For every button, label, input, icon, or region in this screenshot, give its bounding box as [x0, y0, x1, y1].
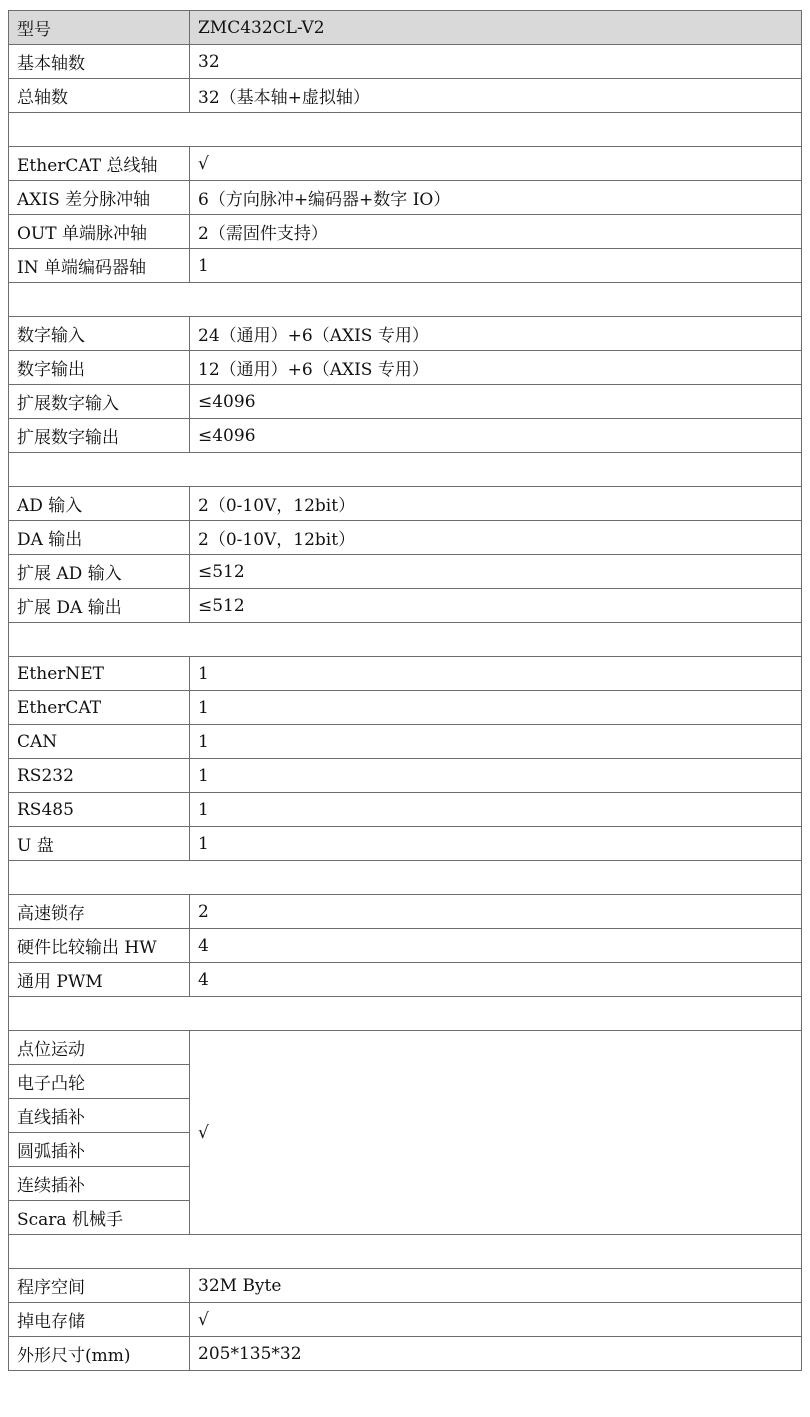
row-key: OUT 单端脉冲轴: [9, 215, 190, 249]
row-key: 扩展 AD 输入: [9, 555, 190, 589]
row-key: 通用 PWM: [9, 963, 190, 997]
table-row: [9, 45, 802, 79]
row-key: EtherNET: [9, 657, 190, 691]
row-key: Scara 机械手: [9, 1201, 190, 1235]
row-value: 2（0-10V，12bit）: [190, 521, 802, 555]
row-key: 掉电存储: [9, 1303, 190, 1337]
row-value: ≤4096: [190, 385, 802, 419]
row-key: 扩展数字输出: [9, 419, 190, 453]
row-key: EtherCAT: [9, 691, 190, 725]
row-value: ≤512: [190, 555, 802, 589]
row-value: 1: [190, 691, 802, 725]
row-value: 2（0-10V，12bit）: [190, 487, 802, 521]
table-row: [9, 725, 802, 759]
row-key: 基本轴数: [9, 45, 190, 79]
row-value: ≤4096: [190, 419, 802, 453]
separator-row: [9, 623, 802, 657]
row-value: 1: [190, 759, 802, 793]
table-row: [9, 555, 802, 589]
table-row: [9, 895, 802, 929]
row-key: 连续插补: [9, 1167, 190, 1201]
row-key: 扩展 DA 输出: [9, 589, 190, 623]
row-key: 高速锁存: [9, 895, 190, 929]
row-value: 32M Byte: [190, 1269, 802, 1303]
table-row: [9, 317, 802, 351]
table-row: [9, 1337, 802, 1371]
row-key: CAN: [9, 725, 190, 759]
table-row: [9, 827, 802, 861]
row-key: EtherCAT 总线轴: [9, 147, 190, 181]
row-key: 圆弧插补: [9, 1133, 190, 1167]
table-row: [9, 249, 802, 283]
row-key: RS232: [9, 759, 190, 793]
row-key: 扩展数字输入: [9, 385, 190, 419]
table-row: [9, 521, 802, 555]
row-key: DA 输出: [9, 521, 190, 555]
separator-row: [9, 997, 802, 1031]
table-row: [9, 419, 802, 453]
header-value: ZMC432CL-V2: [190, 11, 802, 45]
table-row: [9, 963, 802, 997]
table-row: [9, 385, 802, 419]
row-value: 1: [190, 793, 802, 827]
row-value: 6（方向脉冲+编码器+数字 IO）: [190, 181, 802, 215]
row-value: 4: [190, 963, 802, 997]
row-key: 总轴数: [9, 79, 190, 113]
table-row: [9, 487, 802, 521]
row-key: U 盘: [9, 827, 190, 861]
row-key: 数字输出: [9, 351, 190, 385]
table-row: [9, 1269, 802, 1303]
row-key: RS485: [9, 793, 190, 827]
table-row: [9, 657, 802, 691]
row-key: 硬件比较输出 HW: [9, 929, 190, 963]
row-value: √: [190, 1303, 802, 1337]
table-row: [9, 1303, 802, 1337]
row-value: 32: [190, 45, 802, 79]
header-key: 型号: [9, 11, 190, 45]
row-value: 4: [190, 929, 802, 963]
row-value: 205*135*32: [190, 1337, 802, 1371]
separator-row: [9, 283, 802, 317]
table-row: [9, 929, 802, 963]
row-key: 数字输入: [9, 317, 190, 351]
table-row: [9, 691, 802, 725]
row-value: 1: [190, 827, 802, 861]
row-key: 点位运动: [9, 1031, 190, 1065]
row-key: 直线插补: [9, 1099, 190, 1133]
table-row: [9, 1031, 802, 1065]
row-value: 32（基本轴+虚拟轴）: [190, 79, 802, 113]
separator-row: [9, 861, 802, 895]
table-header-row: [9, 11, 802, 45]
row-value: 2（需固件支持）: [190, 215, 802, 249]
table-row: [9, 351, 802, 385]
table-row: [9, 759, 802, 793]
row-key: 外形尺寸(mm): [9, 1337, 190, 1371]
row-key: 程序空间: [9, 1269, 190, 1303]
table-row: [9, 79, 802, 113]
row-value: 2: [190, 895, 802, 929]
motion-value-merged: √: [190, 1031, 802, 1235]
row-value: 1: [190, 725, 802, 759]
row-key: IN 单端编码器轴: [9, 249, 190, 283]
row-value: 12（通用）+6（AXIS 专用）: [190, 351, 802, 385]
spec-table: [8, 10, 802, 1371]
table-row: [9, 181, 802, 215]
row-value: 24（通用）+6（AXIS 专用）: [190, 317, 802, 351]
row-key: 电子凸轮: [9, 1065, 190, 1099]
row-value: ≤512: [190, 589, 802, 623]
separator-row: [9, 453, 802, 487]
separator-row: [9, 113, 802, 147]
table-row: [9, 215, 802, 249]
table-row: [9, 147, 802, 181]
row-value: 1: [190, 657, 802, 691]
table-row: [9, 589, 802, 623]
row-value: √: [190, 147, 802, 181]
table-row: [9, 793, 802, 827]
row-key: AD 输入: [9, 487, 190, 521]
row-value: 1: [190, 249, 802, 283]
separator-row: [9, 1235, 802, 1269]
row-key: AXIS 差分脉冲轴: [9, 181, 190, 215]
